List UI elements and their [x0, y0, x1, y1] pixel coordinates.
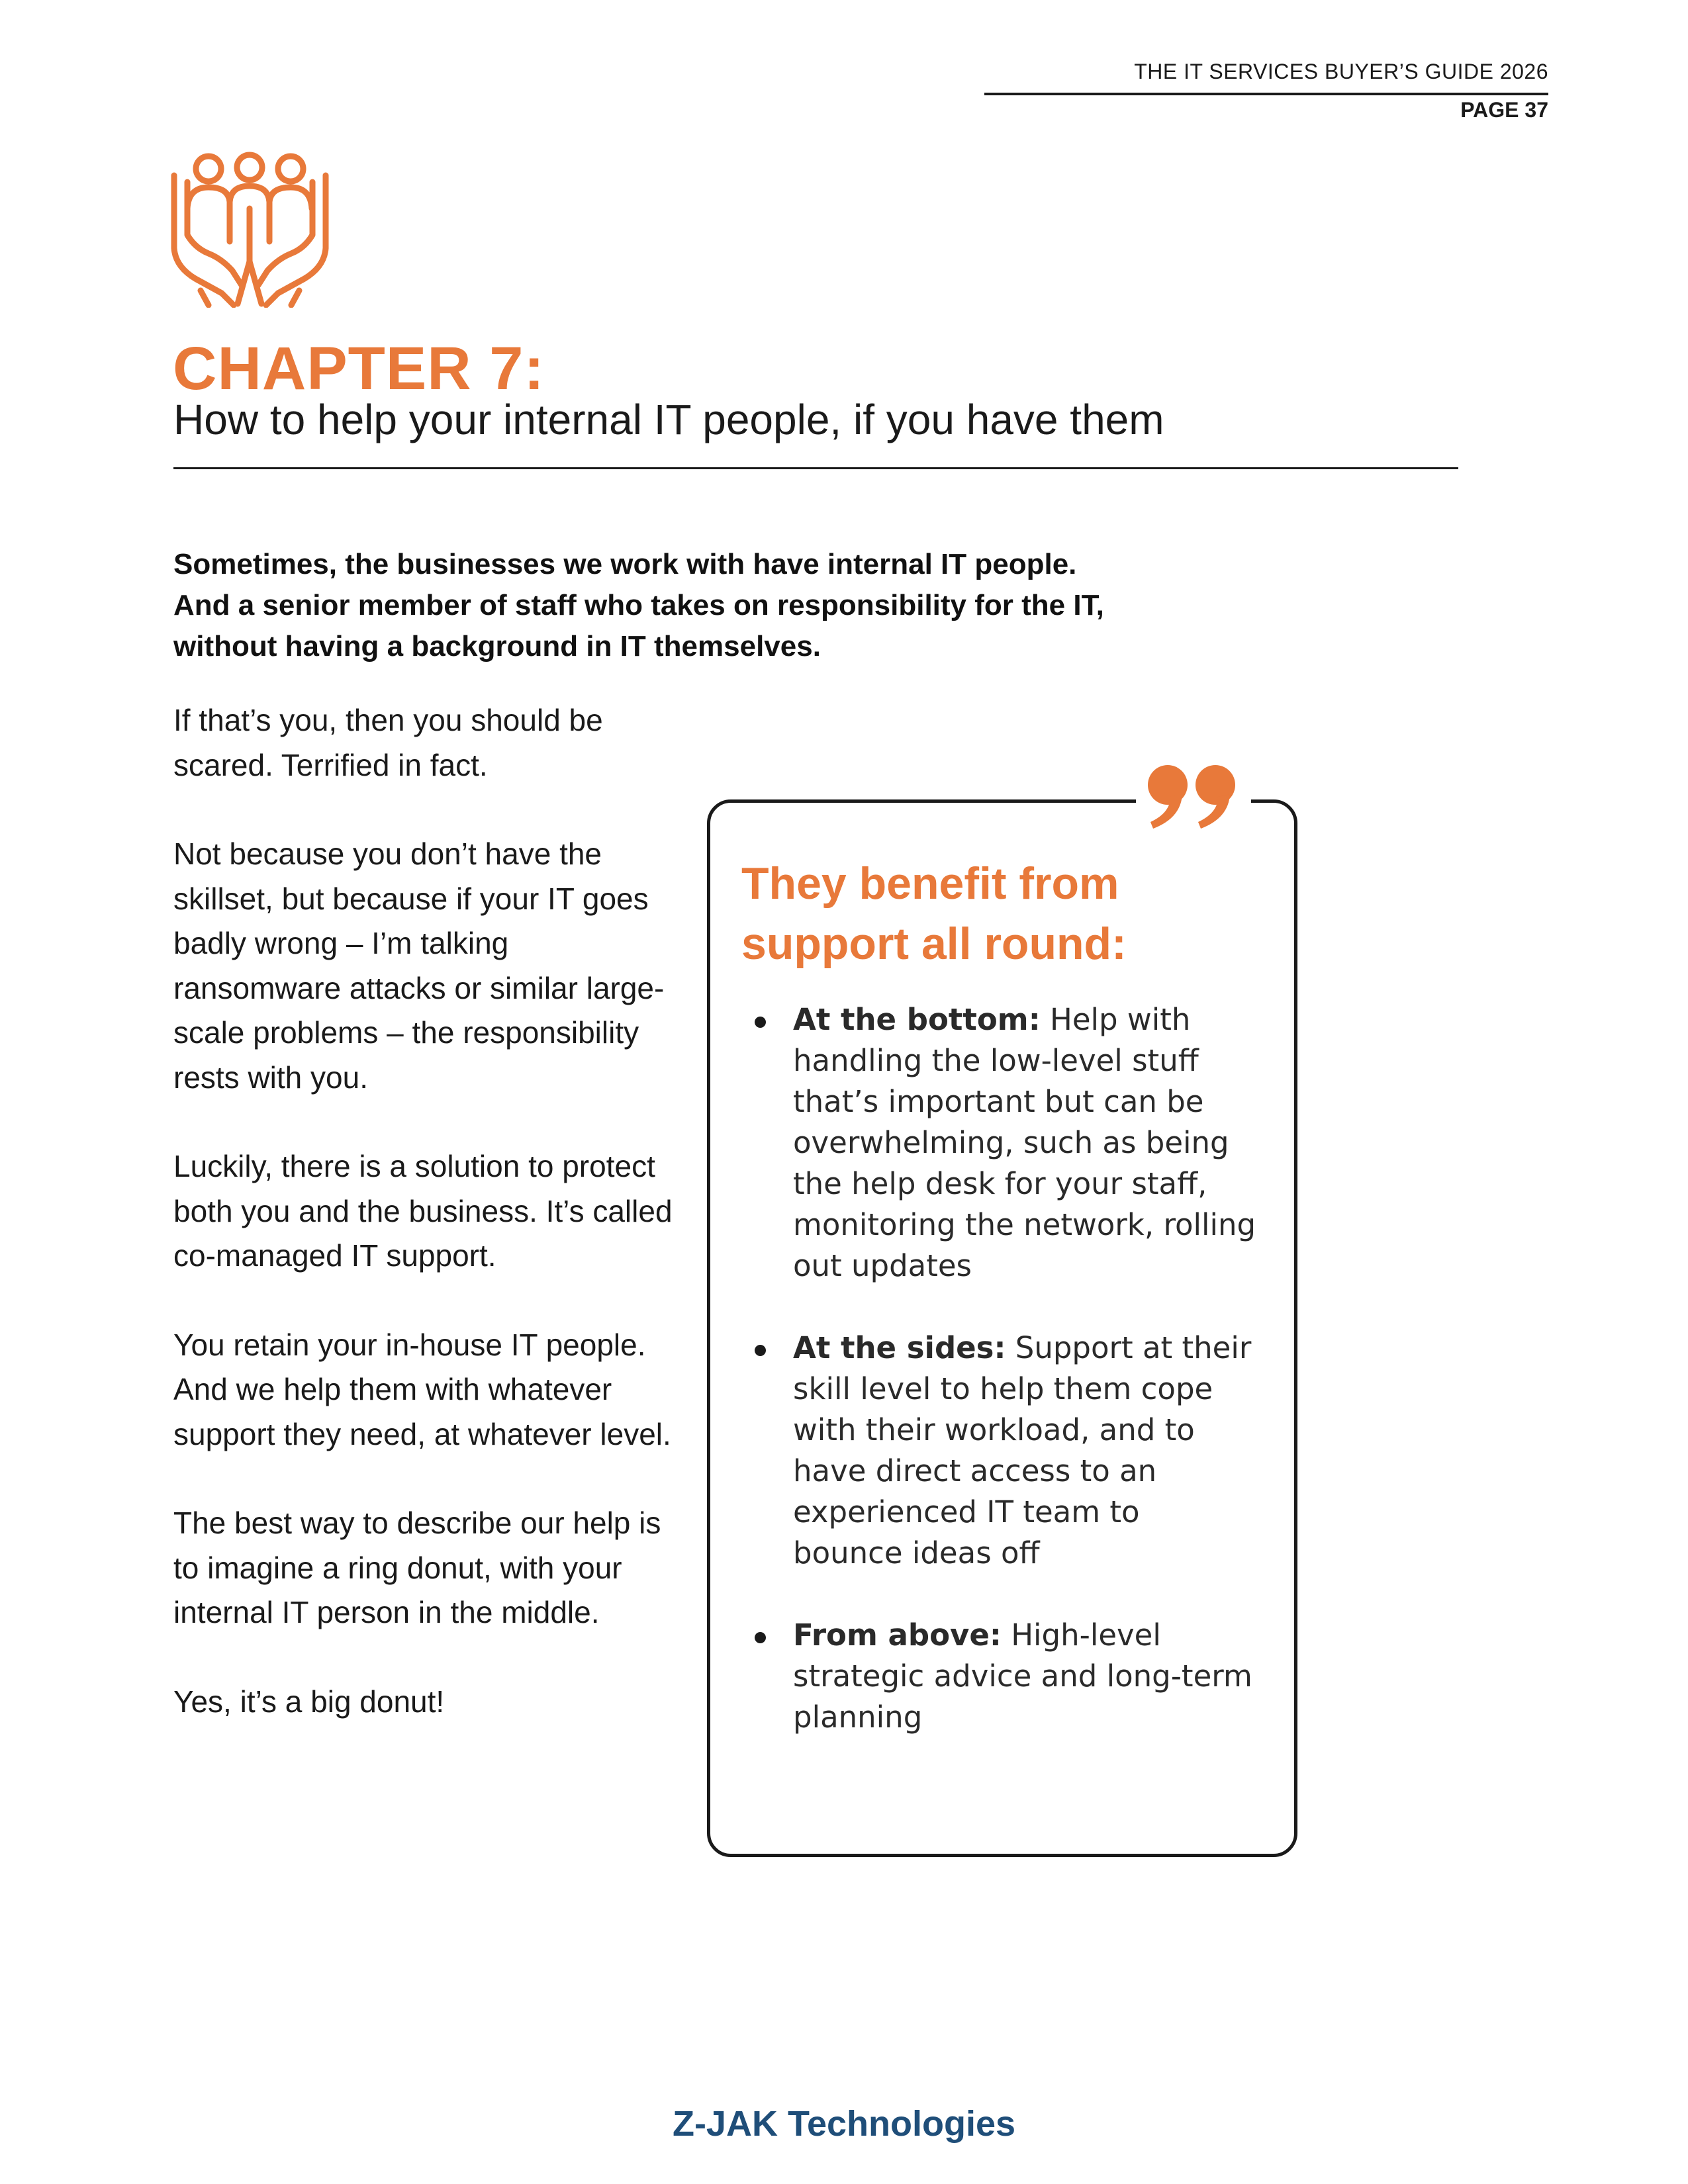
intro-line: without having a background in IT themselves. [173, 630, 821, 662]
body-paragraph: Not because you don’t have the skillset, but because if your IT goes badly wrong – I’m talking ransomware attacks or similar large-scale problems – the responsibility rests with you. [173, 837, 665, 1095]
document-title: THE IT SERVICES BUYER’S GUIDE 2026 [1134, 60, 1548, 83]
page-number: PAGE 37 [1460, 98, 1548, 122]
body-paragraph: If that’s you, then you should be scared. Terrified in fact. [173, 703, 603, 782]
body-paragraph: The best way to describe our help is to imagine a ring donut, with your internal IT person in the middle. [173, 1506, 661, 1629]
quote-mark-icon [1144, 761, 1243, 831]
list-item-term: At the sides: [793, 1330, 1006, 1365]
list-item [755, 999, 1258, 1287]
callout-heading-line: They benefit from [741, 858, 1119, 909]
people-in-hands-icon [169, 149, 331, 308]
list-item-term: At the bottom: [793, 1002, 1041, 1037]
list-item-text: High-level strategic advice and long-term planning [793, 1617, 1252, 1735]
support-list [755, 999, 1258, 1779]
list-item [755, 1328, 1258, 1574]
body-paragraph: You retain your in-house IT people. And we help them with whatever support they need, at whatever level. [173, 1327, 671, 1451]
list-item-text: Help with handling the low-level stuff that’s important but can be overwhelming, such as being the help desk for your staff, monitoring the network, rolling out updates [793, 1002, 1256, 1283]
footer-brand: Z-JAK Technologies [672, 2104, 1016, 2144]
body-text-column [173, 698, 677, 1768]
body-paragraph: Yes, it’s a big donut! [173, 1684, 445, 1719]
header-divider [984, 93, 1548, 95]
callout-heading [741, 854, 1258, 974]
callout-heading-line: support all round: [741, 919, 1127, 969]
list-item-text: Support at their skill level to help them cope with their workload, and to have direct access to an experienced IT team to bounce ideas off [793, 1330, 1252, 1570]
intro-line: And a senior member of staff who takes on responsibility for the IT, [173, 589, 1104, 621]
intro-paragraph [173, 544, 1299, 667]
chapter-label: CHAPTER 7: [173, 335, 545, 402]
list-item-term: From above: [793, 1617, 1002, 1653]
chapter-title-divider [173, 467, 1458, 469]
list-item [755, 1615, 1258, 1738]
chapter-title: How to help your internal IT people, if you have them [173, 396, 1164, 443]
intro-line: Sometimes, the businesses we work with have internal IT people. [173, 548, 1077, 580]
body-paragraph: Luckily, there is a solution to protect both you and the business. It’s called co-managed IT support. [173, 1149, 673, 1273]
